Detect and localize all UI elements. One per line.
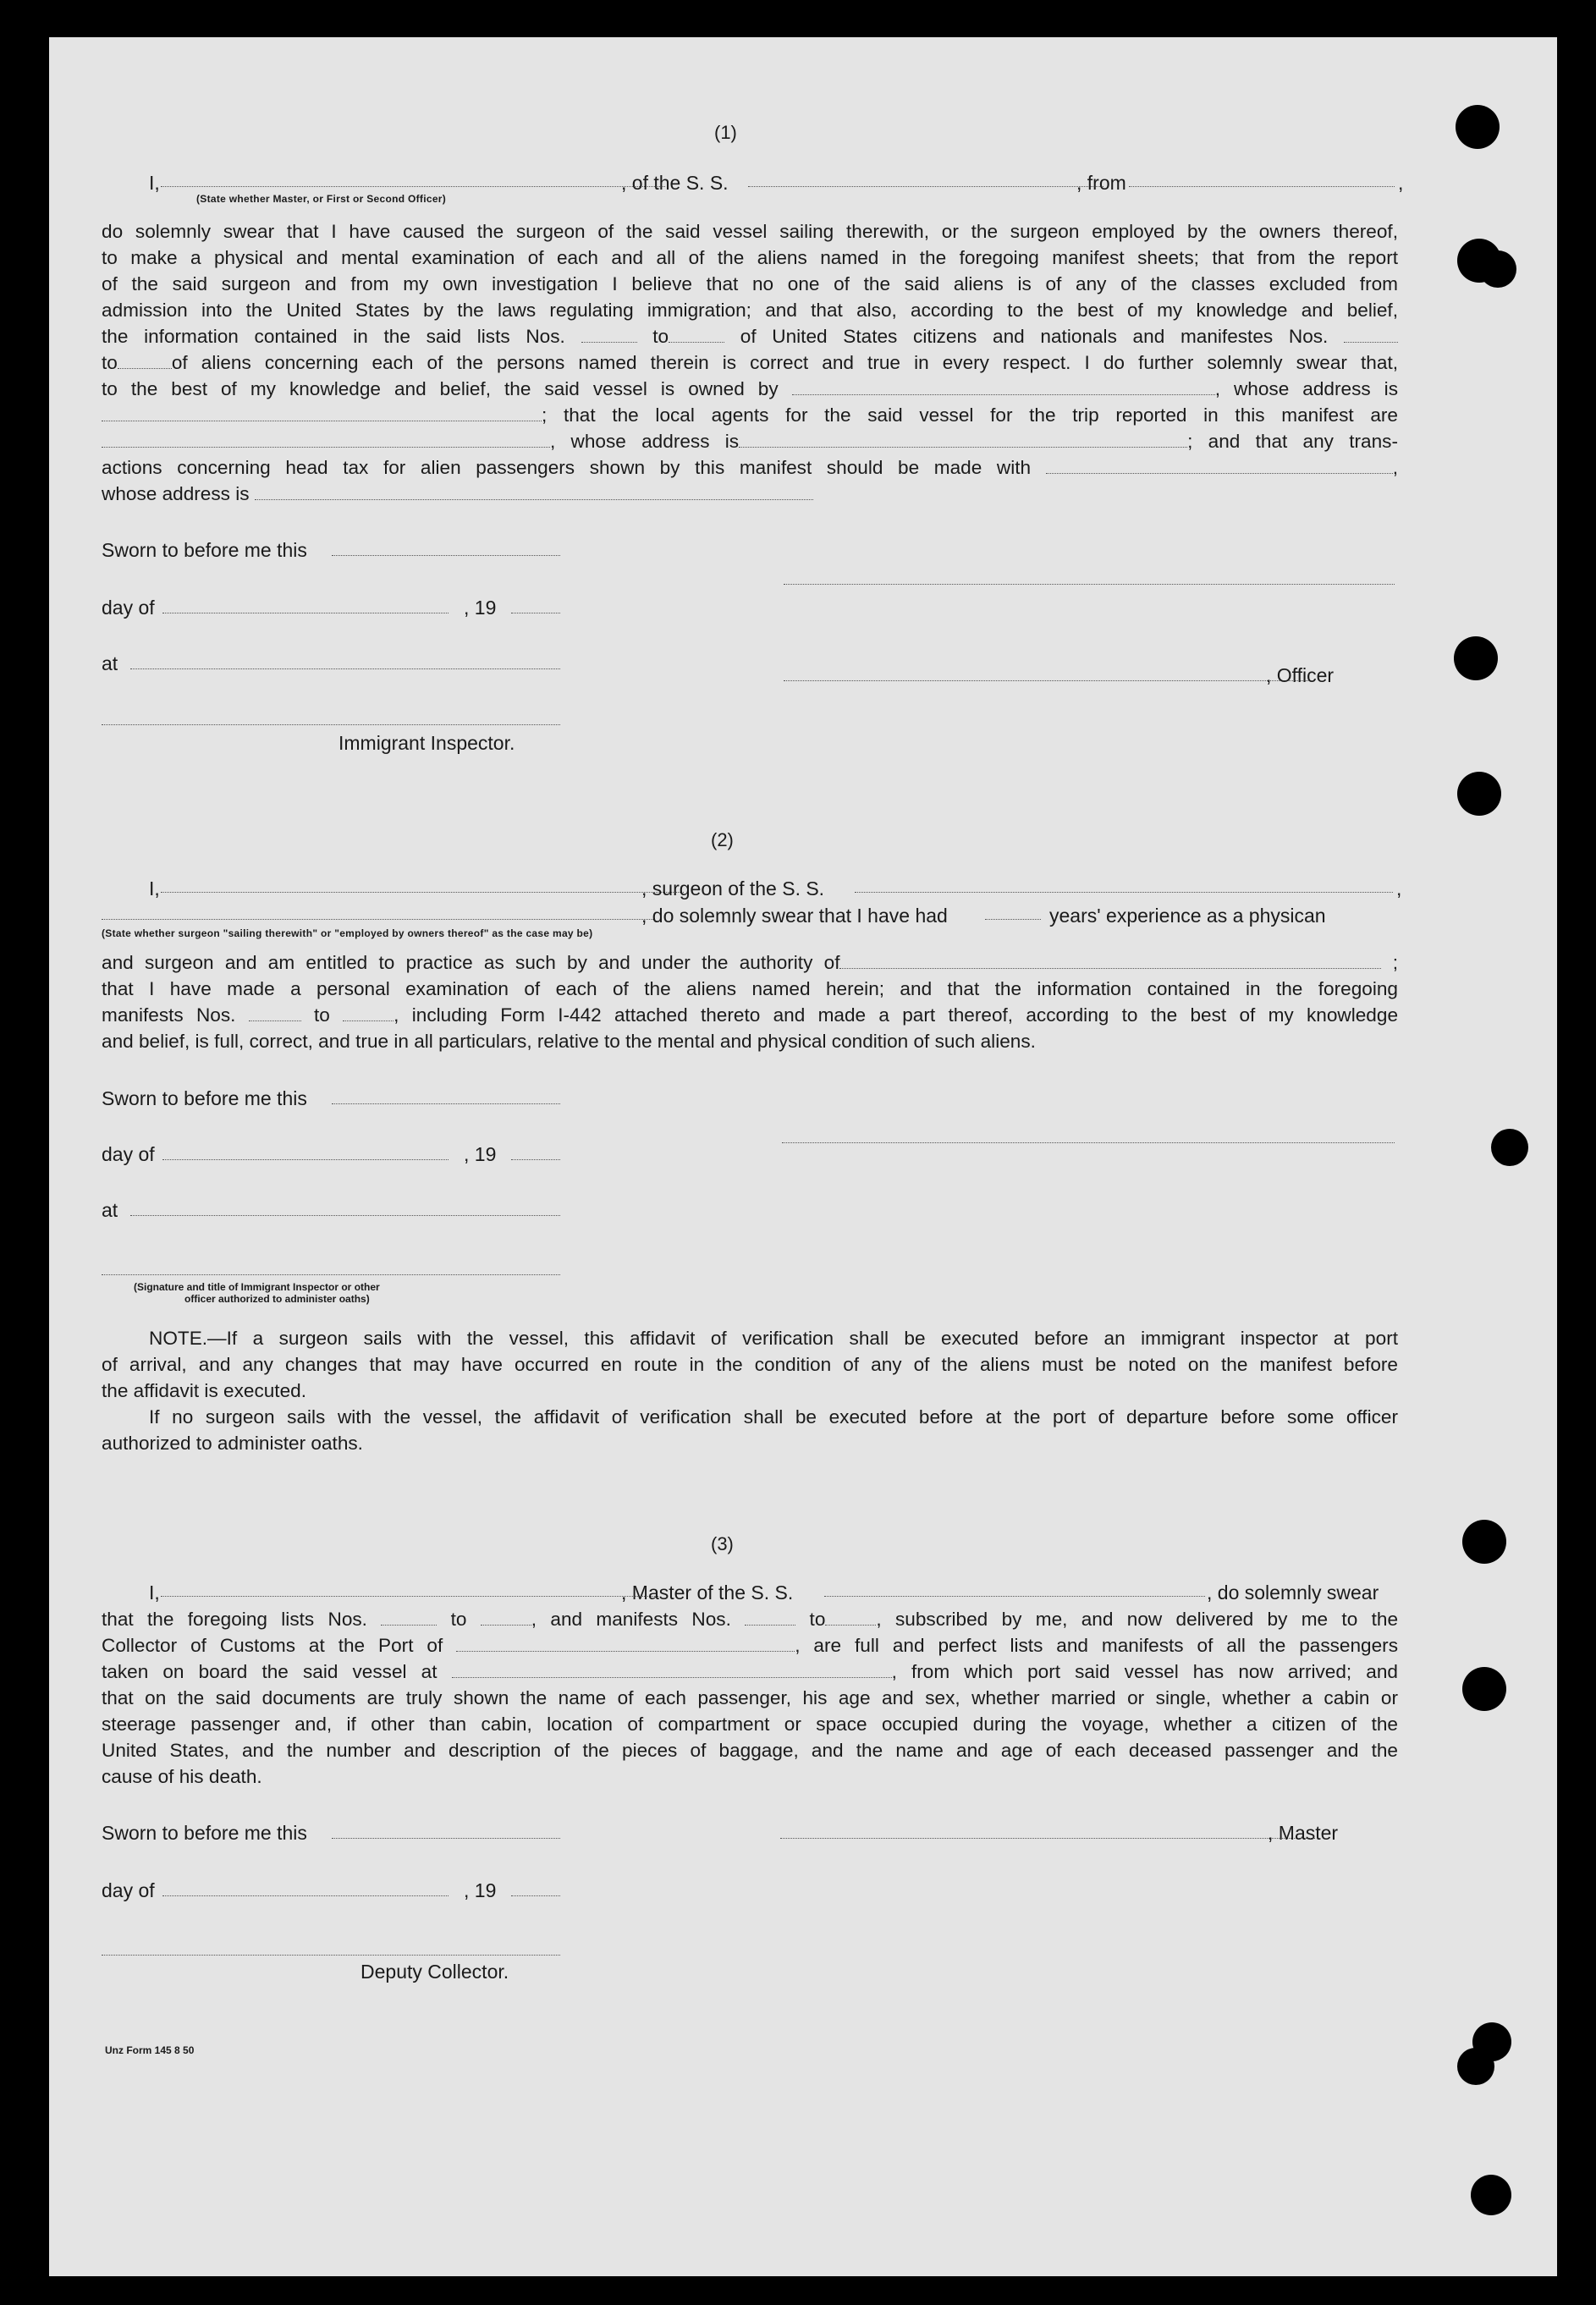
sec2-text: to: [314, 1004, 330, 1026]
sec3-text: cause of his death.: [102, 1766, 262, 1787]
sec1-text: , whose address is: [1214, 378, 1398, 399]
punch-hole: [1462, 1520, 1506, 1564]
sec1-text: of the said surgeon and from my own investigation I believe that no one of the said aliens is of any of the classes excluded from: [102, 273, 1398, 294]
sec1-officer-note: (State whether Master, or First or Second Officer): [196, 193, 447, 205]
sec3-text: to: [809, 1609, 826, 1630]
surgeon-signature-line[interactable]: [782, 1142, 1395, 1143]
note-text: authorized to administer oaths.: [102, 1433, 363, 1454]
sec3-vessel-field[interactable]: [824, 1596, 1205, 1597]
sec3-text: to: [450, 1609, 467, 1630]
sec3-text: , from which port said vessel has now arrived; and: [891, 1661, 1398, 1682]
note-text: of arrival, and any changes that may have occurred en route in the condition of any of the aliens must be noted on the manifest before: [102, 1354, 1398, 1375]
sec3-sworn-date-field[interactable]: [332, 1838, 560, 1839]
sec3-sworn: Sworn to before me this: [102, 1822, 307, 1844]
sec3-text: that the foregoing lists Nos.: [102, 1609, 367, 1630]
owner-address-field[interactable]: [102, 407, 542, 421]
boarding-port-field[interactable]: [452, 1664, 892, 1678]
sec2-place-field[interactable]: [130, 1215, 560, 1216]
sec1-sworn-date-field[interactable]: [332, 555, 560, 556]
sec1-comma: ,: [1398, 172, 1404, 194]
note-text: If no surgeon sails with the vessel, the affidavit of verification shall be executed before at the port of departure before some officer: [149, 1406, 1398, 1428]
sec3-manifest-from-field[interactable]: [745, 1611, 795, 1626]
punch-hole: [1462, 1667, 1506, 1711]
sec2-at: at: [102, 1199, 118, 1221]
authority-field[interactable]: [839, 954, 1381, 969]
deputy-signature-line[interactable]: [102, 1955, 560, 1956]
sec2-vessel-field[interactable]: [855, 892, 1393, 893]
sec2-sworn: Sworn to before me this: [102, 1087, 307, 1109]
head-tax-address-field[interactable]: [255, 486, 813, 500]
sec3-text: taken on board the said vessel at: [102, 1661, 438, 1682]
sec2-signature-note: (Signature and title of Immigrant Inspector or other: [134, 1281, 380, 1293]
sec1-dayof: day of: [102, 597, 155, 619]
form-number: Unz Form 145 8 50: [105, 2044, 195, 2056]
sec1-text: ,: [1392, 457, 1398, 478]
sec1-text: admission into the United States by the laws regulating immigration; and that also, according to the best of my knowledge and belief,: [102, 300, 1398, 321]
note-paragraph: [102, 1325, 1398, 1456]
agents-address-field[interactable]: [739, 433, 1187, 448]
sec2-surgeon-note: (State whether surgeon "sailing therewith" or "employed by owners thereof" as the case may be): [102, 927, 593, 939]
sec3-manifest-to-field[interactable]: [825, 1611, 876, 1626]
list-no-from-field[interactable]: [581, 328, 637, 343]
port-field[interactable]: [456, 1637, 795, 1652]
sec1-text: of United States citizens and nationals and manifestes Nos.: [740, 326, 1329, 347]
sec3-text: , subscribed by me, and now delivered by me to the: [876, 1609, 1399, 1630]
owner-field[interactable]: [792, 381, 1215, 395]
master-name-field[interactable]: [161, 186, 665, 187]
punch-hole: [1471, 2175, 1511, 2215]
sec2-signature-note: officer authorized to administer oaths): [184, 1293, 370, 1305]
sec2-month-field[interactable]: [162, 1159, 449, 1160]
sec3-master-name-field[interactable]: [161, 1596, 658, 1597]
sec1-text: actions concerning head tax for alien passengers shown by this manifest should be made with: [102, 457, 1032, 478]
list-no-to-field[interactable]: [669, 328, 724, 343]
punch-hole: [1456, 105, 1500, 149]
sec3-text: steerage passenger and, if other than cabin, location of compartment or space occupied during the voyage, whether a citizen of the: [102, 1714, 1398, 1735]
sec2-text: and belief, is full, correct, and true in all particulars, relative to the mental and physical condition of such aliens.: [102, 1031, 1036, 1052]
sec1-signature-line[interactable]: [784, 584, 1395, 585]
sec2-sworn-date-field[interactable]: [332, 1103, 560, 1104]
officer-signature-line[interactable]: [784, 680, 1310, 681]
sec3-text: , are full and perfect lists and manifests of all the passengers: [795, 1635, 1399, 1656]
sec2-text: manifests Nos.: [102, 1004, 236, 1026]
sec1-text: , whose address is: [550, 431, 740, 452]
master-signature-line[interactable]: [780, 1838, 1315, 1839]
years-experience-field[interactable]: [985, 919, 1041, 920]
sec3-master-of-ss: , Master of the S. S.: [621, 1582, 794, 1604]
sec3-dayof: day of: [102, 1879, 155, 1901]
sec1-oath-paragraph: [102, 218, 1398, 507]
sec2-text: and surgeon and am entitled to practice as such by and under the authority of: [102, 952, 840, 973]
sec1-text: ; and that any trans-: [1187, 431, 1398, 452]
inspector-signature-line[interactable]: [102, 724, 560, 725]
sec3-list-to-field[interactable]: [481, 1611, 531, 1626]
section-3-number: (3): [711, 1533, 734, 1554]
sec3-year-19: , 19: [464, 1879, 497, 1901]
sec2-text: that I have made a personal examination of each of the aliens named herein; and that the information contained in the foregoing: [102, 978, 1398, 999]
manifest-no-from-field[interactable]: [1344, 328, 1398, 343]
sec1-text: do solemnly swear that I have caused the surgeon of the said vessel sailing therewith, or the surgeon employed by the owners thereof,: [102, 221, 1398, 242]
sec2-line1-i: I,: [149, 877, 160, 899]
punch-hole: [1457, 2048, 1494, 2085]
punch-hole: [1479, 250, 1516, 288]
sec1-inspector: Immigrant Inspector.: [338, 732, 515, 754]
head-tax-contact-field[interactable]: [1046, 459, 1393, 474]
sec3-deputy: Deputy Collector.: [360, 1961, 509, 1983]
sec1-from: , from: [1076, 172, 1126, 194]
sec2-physician: years' experience as a physican: [1049, 905, 1326, 927]
agents-field[interactable]: [102, 433, 550, 448]
sec3-text: Collector of Customs at the Port of: [102, 1635, 443, 1656]
sec2-inspector-signature-line[interactable]: [102, 1274, 560, 1275]
sec3-swear: , do solemnly swear: [1207, 1582, 1379, 1604]
section-2-number: (2): [711, 829, 734, 850]
sec3-oath-paragraph: [102, 1606, 1398, 1790]
surgeon-status-field[interactable]: [102, 919, 653, 920]
sec2-manifest-from-field[interactable]: [249, 1007, 301, 1021]
sec3-text: United States, and the number and description of the pieces of baggage, and the name and age of each deceased passenger and the: [102, 1740, 1398, 1761]
from-port-field[interactable]: [1129, 186, 1395, 187]
form-page: [49, 37, 1557, 2276]
sec1-place-field[interactable]: [130, 668, 560, 669]
vessel-name-field[interactable]: [748, 186, 1103, 187]
punch-hole: [1454, 636, 1498, 680]
sec2-swear: , do solemnly swear that I have had: [641, 905, 948, 927]
sec1-text: the information contained in the said lists Nos.: [102, 326, 565, 347]
section-1-number: (1): [714, 122, 737, 143]
note-text: NOTE.—If a surgeon sails with the vessel, this affidavit of verification shall be executed before an immigrant inspector at port: [149, 1328, 1398, 1349]
sec1-text: of aliens concerning each of the persons named therein is correct and true in every respect. I do further solemnly swear that,: [171, 352, 1398, 373]
sec1-sworn: Sworn to before me this: [102, 539, 307, 561]
sec3-master: , Master: [1268, 1822, 1339, 1844]
sec3-year-field[interactable]: [511, 1895, 560, 1896]
sec2-surgeon-of-ss: , surgeon of the S. S.: [641, 877, 825, 899]
surgeon-name-field[interactable]: [161, 892, 684, 893]
sec3-line1-i: I,: [149, 1582, 160, 1604]
sec2-text: , including Form I-442 attached thereto and made a part thereof, according to the best of my knowledge: [393, 1004, 1399, 1026]
sec2-dayof: day of: [102, 1143, 155, 1165]
sec2-comma: ,: [1396, 877, 1402, 899]
manifest-no-to-field[interactable]: [118, 355, 172, 369]
sec1-of-ss: , of the S. S.: [621, 172, 729, 194]
punch-hole: [1457, 772, 1501, 816]
sec3-text: , and manifests Nos.: [531, 1609, 731, 1630]
sec2-year-field[interactable]: [511, 1159, 560, 1160]
sec1-year-19: , 19: [464, 597, 497, 619]
sec2-oath-paragraph: [102, 949, 1398, 1054]
sec1-line1-i: I,: [149, 172, 160, 194]
sec1-text: to the best of my knowledge and belief, the said vessel is owned by: [102, 378, 779, 399]
sec3-list-from-field[interactable]: [381, 1611, 437, 1626]
sec3-month-field[interactable]: [162, 1895, 449, 1896]
sec1-officer: , Officer: [1266, 664, 1335, 686]
sec1-at: at: [102, 652, 118, 674]
sec1-text: to: [102, 352, 118, 373]
sec3-text: that on the said documents are truly shown the name of each passenger, his age and sex, whether married or single, whether a cabin or: [102, 1687, 1398, 1708]
sec2-text: ;: [1392, 952, 1398, 973]
sec1-text: whose address is: [102, 483, 250, 504]
note-text: the affidavit is executed.: [102, 1380, 306, 1401]
punch-hole: [1491, 1129, 1528, 1166]
sec1-text: to: [652, 326, 669, 347]
sec2-manifest-to-field[interactable]: [343, 1007, 393, 1021]
sec1-text: to make a physical and mental examination of each and all of the aliens named in the foregoing manifest sheets; that from the report: [102, 247, 1398, 268]
sec2-year-19: , 19: [464, 1143, 497, 1165]
sec1-text: ; that the local agents for the said vessel for the trip reported in this manifest are: [542, 404, 1398, 426]
